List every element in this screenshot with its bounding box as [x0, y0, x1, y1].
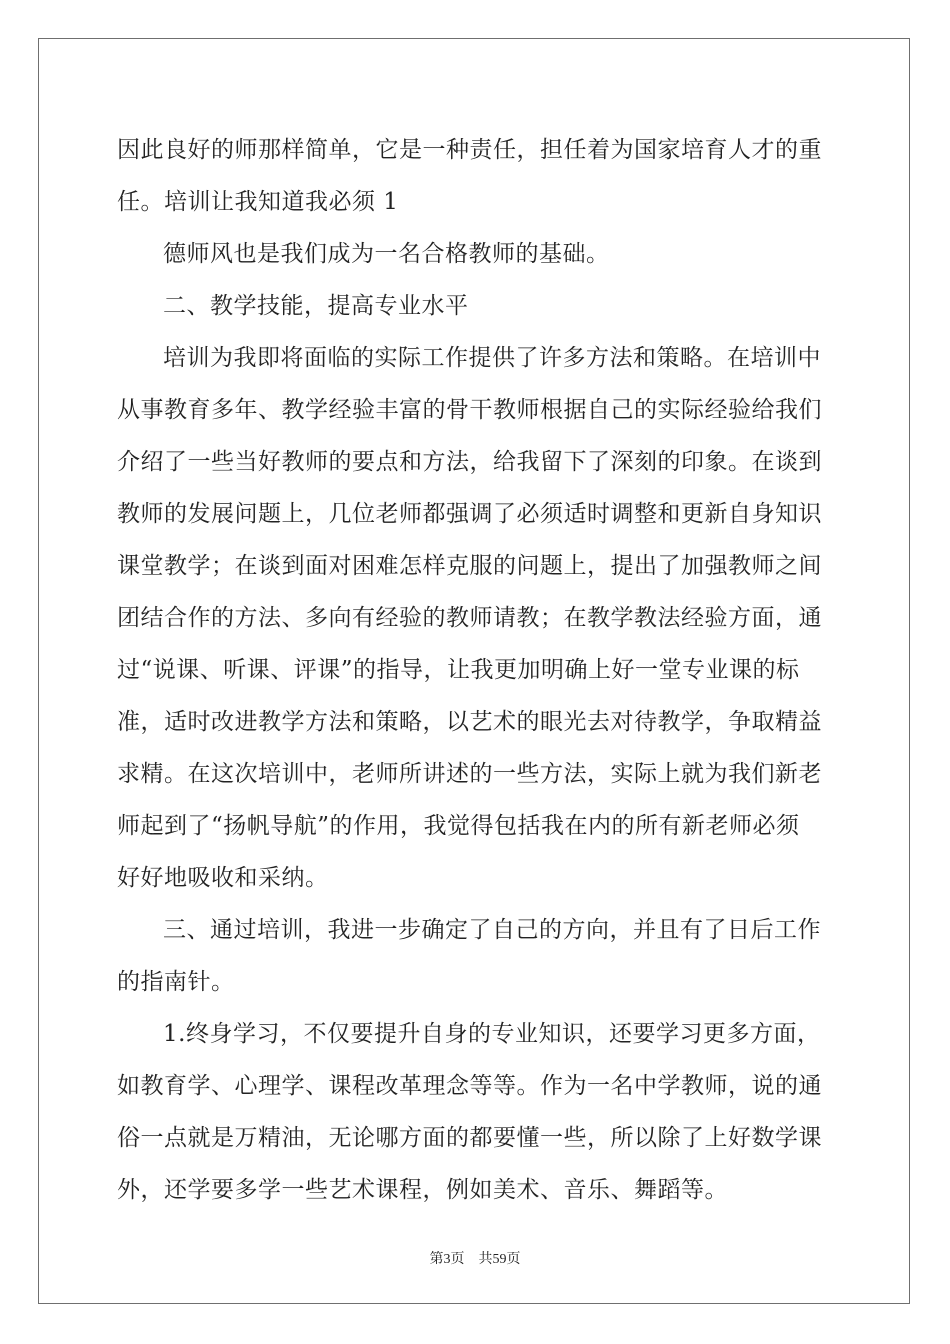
text-line: 俗一点就是万精油，无论哪方面的都要懂一些，所以除了上好数学课 — [117, 1125, 822, 1151]
text-line: 教师的发展问题上，几位老师都强调了必须适时调整和更新自身知识 — [117, 501, 822, 527]
page-footer — [0, 1248, 950, 1268]
text-line: 过“说课、听课、评课”的指导，让我更加明确上好一堂专业课的标 — [117, 657, 800, 683]
text-line: 求精。在这次培训中，老师所讲述的一些方法，实际上就为我们新老 — [117, 761, 822, 787]
text-line: 从事教育多年、教学经验丰富的骨干教师根据自己的实际经验给我们 — [117, 397, 822, 423]
section-heading: 三、通过培训，我进一步确定了自己的方向，并且有了日后工作 — [163, 917, 821, 943]
text-line: 课堂教学；在谈到面对困难怎样克服的问题上，提出了加强教师之间 — [117, 553, 822, 579]
paragraph-start: 培训为我即将面临的实际工作提供了许多方法和策略。在培训中 — [163, 345, 821, 371]
page-total: 共59页 — [478, 1252, 521, 1267]
text-line: 介绍了一些当好教师的要点和方法，给我留下了深刻的印象。在谈到 — [117, 449, 822, 475]
paragraph-start: 1.终身学习，不仅要提升自身的专业知识，还要学习更多方面， — [163, 1021, 821, 1047]
text-line: 的指南针。 — [117, 969, 235, 995]
page-number: 第3页 — [429, 1252, 465, 1267]
section-heading: 二、教学技能，提高专业水平 — [163, 293, 469, 319]
text-line: 好好地吸收和采纳。 — [117, 865, 329, 891]
text-line: 如教育学、心理学、课程改革理念等等。作为一名中学教师，说的通 — [117, 1073, 822, 1099]
text-line: 团结合作的方法、多向有经验的教师请教；在教学教法经验方面，通 — [117, 605, 822, 631]
paragraph-start: 德师风也是我们成为一名合格教师的基础。 — [163, 241, 610, 267]
text-line: 准，适时改进教学方法和策略，以艺术的眼光去对待教学，争取精益 — [117, 709, 822, 735]
document-body — [117, 124, 833, 1216]
text-line: 外，还学要多学一些艺术课程，例如美术、音乐、舞蹈等。 — [117, 1177, 728, 1203]
text-line: 师起到了“扬帆导航”的作用，我觉得包括我在内的所有新老师必须 — [117, 813, 800, 839]
text-line: 任。培训让我知道我必须 1 — [117, 189, 399, 215]
text-line: 因此良好的师那样简单，它是一种责任，担任着为国家培育人才的重 — [117, 137, 822, 163]
